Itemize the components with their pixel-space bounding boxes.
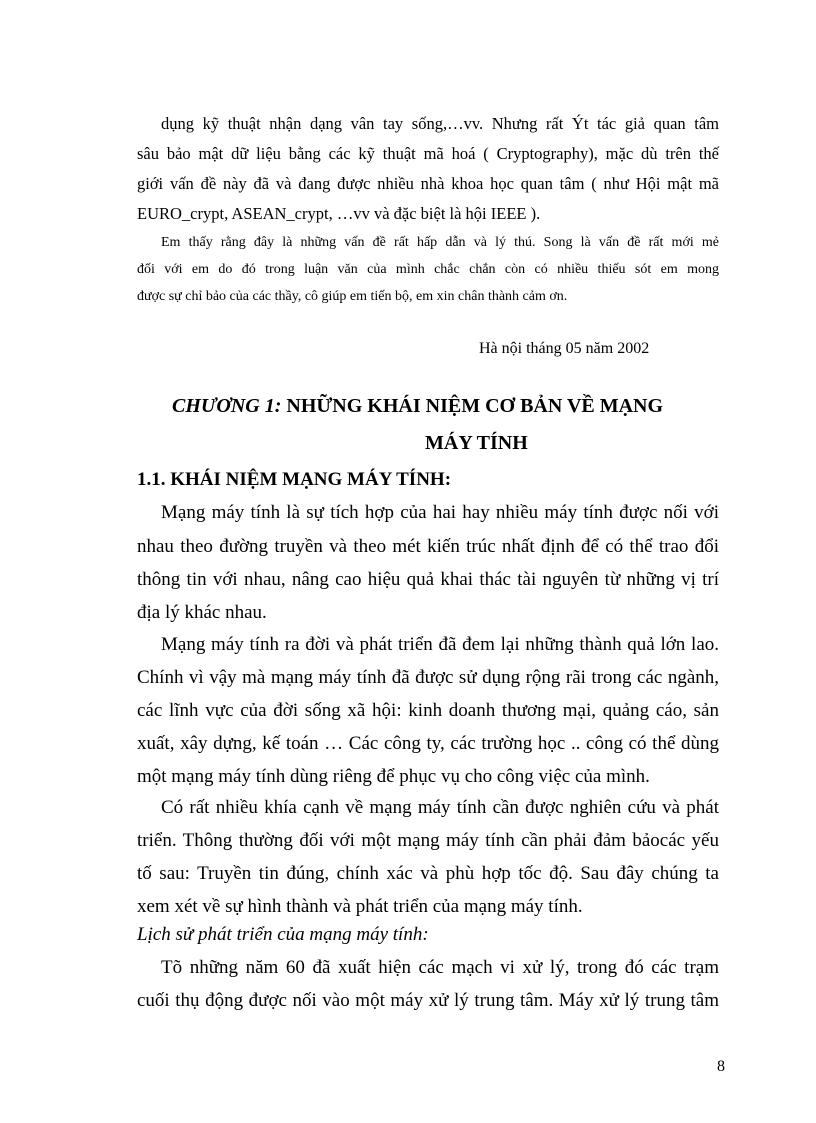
- section-heading: 1.1. KHÁI NIỆM MẠNG MÁY TÍNH:: [137, 469, 452, 490]
- body-line: triển. Thông thường đối với một mạng máy tính cần phải đảm bảocác yếu: [137, 830, 719, 851]
- intro-line: dụng kỹ thuật nhận dạng vân tay sống,…vv. Nhưng rất Ýt tác giả quan tâm: [161, 114, 719, 133]
- body-line: Mạng máy tính ra đời và phát triển đã đem lại những thành quả lớn lao.: [161, 634, 719, 655]
- history-heading: Lịch sử phát triển của mạng máy tính:: [137, 924, 429, 945]
- page-number: 8: [717, 1058, 725, 1075]
- intro-line: EURO_crypt, ASEAN_crypt, …vv và đặc biệt là hội IEEE ).: [137, 204, 541, 223]
- chapter-title-line2: MÁY TÍNH: [425, 432, 528, 454]
- body-line: địa lý khác nhau.: [137, 602, 267, 623]
- intro-line: được sự chỉ bảo của các thầy, cô giúp em tiến bộ, em xin chân thành cảm ơn.: [137, 289, 568, 304]
- body-line: Có rất nhiều khía cạnh về mạng máy tính cần được nghiên cứu và phát: [161, 797, 719, 818]
- body-line: cuối thụ động được nối vào một máy xử lý trung tâm. Máy xử lý trung tâm: [137, 990, 719, 1011]
- body-line: xuất, xây dựng, kế toán … Các công ty, các trường học .. công có thể dùng: [137, 733, 719, 754]
- intro-line: giới vấn đề này đã và đang được nhiều nhà khoa học quan tâm ( như Hội mật mã: [137, 174, 719, 193]
- signoff-date: Hà nội tháng 05 năm 2002: [479, 340, 650, 357]
- intro-line: đối với em do đó trong luận văn của mình chắc chắn còn có nhiều thiếu sót em mong: [137, 262, 719, 277]
- body-line: Mạng máy tính là sự tích hợp của hai hay nhiều máy tính được nối với: [161, 502, 719, 523]
- body-line: thông tin với nhau, nâng cao hiệu quả khai thác tài nguyên từ những vị trí: [137, 569, 719, 590]
- body-line: một mạng máy tính dùng riêng để phục vụ cho công việc của mình.: [137, 766, 650, 787]
- body-line: Chính vì vậy mà mạng máy tính đã được sử dụng rộng rãi trong các ngành,: [137, 667, 719, 688]
- body-line: các lĩnh vực của đời sống xã hội: kinh doanh thương mại, quảng cáo, sản: [137, 700, 719, 721]
- body-line: tố sau: Truyền tin đúng, chính xác và phù hợp tốc độ. Sau đây chúng ta: [137, 863, 719, 884]
- chapter-label: CHƯƠNG 1:: [172, 395, 282, 417]
- body-line: Tõ những năm 60 đã xuất hiện các mạch vi xử lý, trong đó các trạm: [161, 957, 719, 978]
- body-line: xem xét về sự hình thành và phát triển của mạng máy tính.: [137, 896, 583, 917]
- chapter-title: [172, 395, 663, 418]
- body-line: nhau theo đường truyền và theo mét kiến trúc nhất định để có thể trao đổi: [137, 536, 719, 557]
- intro-line: sâu bảo mật dữ liệu bằng các kỹ thuật mã hoá ( Cryptography), mặc dù trên thế: [137, 144, 719, 163]
- chapter-title-line1: NHỮNG KHÁI NIỆM CƠ BẢN VỀ MẠNG: [281, 395, 664, 417]
- intro-line: Em thấy rằng đây là những vấn đề rất hấp dẫn và lý thú. Song là vấn đề rất mới mẻ: [161, 235, 719, 250]
